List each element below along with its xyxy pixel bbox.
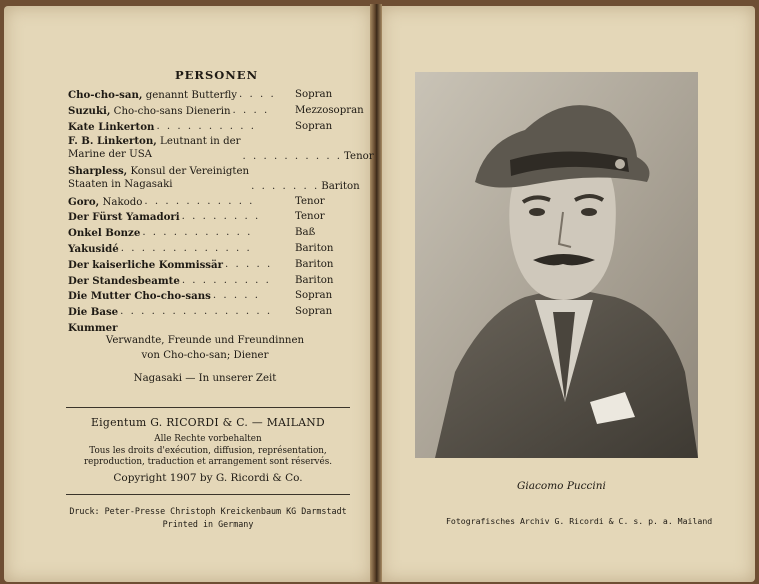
leader-dots: . . . . . . . . . . [156, 120, 256, 132]
role-name: Kate Linkerton [68, 120, 155, 133]
voice-type: Tenor [295, 195, 325, 207]
cast-row [68, 135, 374, 165]
leader-dots: . . . . . [225, 258, 273, 270]
role-name: Der kaiserliche Kommissär [68, 258, 224, 271]
page-title: PERSONEN [175, 68, 259, 82]
role-name: Sharpless, [68, 164, 128, 177]
voice-type: Mezzosopran [295, 104, 364, 116]
leader-dots: . . . . . . . . [181, 211, 261, 223]
divider [66, 494, 350, 495]
voice-type: Tenor [295, 211, 325, 223]
voice-type: Sopran [295, 89, 333, 100]
copyright-line: Copyright 1907 by G. Ricordi & Co. [113, 472, 303, 484]
cast-row [68, 242, 363, 258]
role-name: Goro, [68, 195, 100, 208]
role-description-line2: Staaten in Nagasaki [68, 178, 173, 190]
rights-line: Alle Rechte vorbehalten [154, 434, 262, 444]
role-name: Der Fürst Yamadori [68, 211, 180, 224]
leader-dots: . . . . . . . . . . . [142, 227, 253, 239]
printer-line: Druck: Peter-Presse Christoph Kreickenbaum KG Darmstadt [69, 506, 347, 516]
voice-type: Sopran [295, 290, 333, 302]
publisher-line: Eigentum G. RICORDI & C. — MAILAND [90, 416, 326, 429]
voice-type: Bariton [295, 242, 334, 254]
setting-note: Nagasaki — In unserer Zeit [133, 373, 277, 384]
cast-row [68, 195, 363, 211]
cast-row [68, 210, 363, 226]
voice-type: Sopran [295, 306, 333, 318]
extras-note [90, 334, 320, 363]
leader-dots: . . . . . . . . . [181, 274, 271, 286]
leader-dots: . . . . . . . [251, 180, 320, 192]
role-name: F. B. Linkerton, [68, 135, 157, 148]
photo-credit: Fotografisches Archiv G. Ricordi & C. s. p. a. Mailand [446, 516, 713, 526]
leader-dots: . . . . [232, 104, 270, 116]
voice-type: Baß [295, 227, 316, 239]
cast-row [68, 165, 363, 195]
extras-line: von Cho-cho-san; Diener [141, 349, 269, 361]
leader-dots: . . . . . . . . . . . . . [120, 242, 252, 254]
role-name: Onkel Bonze [68, 227, 141, 240]
portrait-photo [415, 72, 698, 458]
leader-dots: . . . . . . . . . . [242, 151, 343, 163]
role-name: Die Mutter Cho-cho-sans [68, 290, 211, 303]
role-name: Kummer [68, 321, 118, 334]
voice-type: Sopran [295, 120, 333, 132]
role-name: Suzuki, [68, 104, 111, 117]
cast-row [68, 289, 363, 305]
leader-dots: . . . . . [212, 290, 261, 302]
voice-type: Bariton [321, 180, 360, 192]
cast-row [68, 120, 363, 136]
role-description-line2: Marine der USA [68, 148, 153, 160]
cast-row [68, 88, 363, 104]
photo-caption: Giacomo Puccini [517, 480, 606, 492]
role-description: genannt Butterfly [142, 90, 238, 101]
role-description: Cho-cho-sans Dienerin [110, 105, 231, 117]
role-name: Der Standesbeamte [68, 274, 180, 287]
role-name: Die Base [68, 306, 119, 319]
printer-line: Printed in Germany [162, 519, 254, 529]
rights-line: reproduction, traduction et arrangement sont réservés. [83, 457, 333, 468]
portrait-illustration [415, 72, 698, 458]
leader-dots: . . . . . . . . . . . [144, 195, 255, 207]
leader-dots: . . . . [239, 89, 276, 100]
extras-line: Verwandte, Freunde und Freundinnen [105, 335, 305, 346]
role-description: Konsul der Vereinigten [127, 165, 250, 177]
cast-row [68, 226, 363, 242]
role-description: Nakodo [99, 196, 143, 208]
role-name: Cho-cho-san, [68, 89, 143, 101]
voice-type: Bariton [295, 258, 334, 270]
cast-list [68, 88, 374, 337]
voice-type: Bariton [295, 274, 334, 286]
printer-info [66, 505, 350, 531]
role-description: Leutnant in der [156, 136, 241, 148]
leader-dots: . . . . . . . . . . . . . . . [120, 306, 273, 318]
role-name: Yakusidé [68, 242, 119, 255]
divider [66, 407, 350, 408]
voice-type: Tenor [344, 151, 374, 163]
cast-row [68, 274, 363, 290]
rights-block [66, 434, 350, 469]
cast-row [68, 258, 363, 274]
book-gutter [370, 4, 382, 582]
cast-row [68, 305, 363, 321]
cast-row [68, 104, 363, 120]
rights-line: Tous les droits d'exécution, diffusion, représentation, [89, 445, 327, 456]
